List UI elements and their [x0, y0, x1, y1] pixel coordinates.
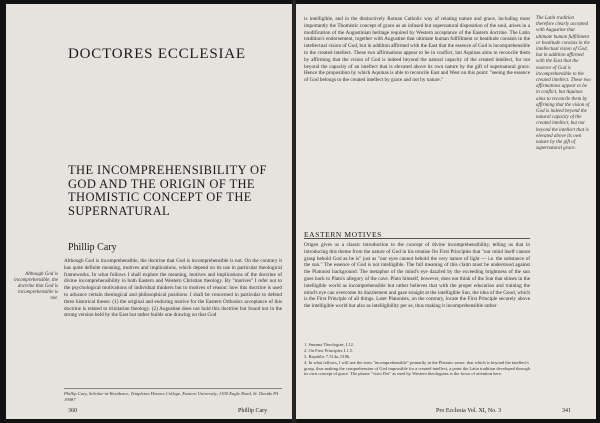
footnote-item: 4. In what follows, I will use the term "incomprehensible" primarily in the Platonic sense: that which is beyond the intellect's grasp, thus making the comprehension of God impossible for a created intellect, a point the Latin tradition developed through its own concept of grace. The phrase "visio Dei" as used by Western theologians is the focus of attention here. [304, 360, 530, 377]
section-divider [304, 238, 530, 239]
page-number: 341 [562, 408, 571, 414]
footnote-item: 2. On First Principles I.1.5. [304, 348, 353, 354]
journal-title: DOCTORES ECCLESIAE [68, 46, 246, 62]
author-footnote: Phillip Cary, Scholar-in-Residence, Templeton Honors College, Eastern University, 1300 Eagle Road, St. Davids PA 19087 [64, 388, 282, 402]
running-head: Phillip Cary [238, 408, 268, 414]
body-text: Although God is incomprehensible, the doctrine that God is incomprehensible is not. On the contrary it has quite definite meaning, motives and implications, which depend on its use in particular theological frameworks. In what follows I shall explore the meaning, motives and implications of the doctrine of divine incomprehensibility in both Eastern and Western Christian theology. By "motives" I refer not to the psychological motivations of individual thinkers but to motives of reason: how this doctrine is used to advance certain theological and philosophical positions. I shall be concerned in particular to defend three historical theses: (1) the original and enduring motive for the Eastern Orthodox acceptance of this doctrine is related to trinitarian theology. (2) Augustine does not hold this doctrine but found not in the strong version held by the East but rather builds one drawing on that God [64, 258, 282, 319]
footnotes [304, 342, 530, 408]
section-heading: EASTERN MOTIVES [304, 230, 382, 239]
author-name: Phillip Cary [68, 242, 117, 253]
body-text-mid: Origen gives us a classic introduction to the concept of divine incomprehensibility, telling us that in introducing this theme from the nature of God in his treatise On First Principles that "our mind itself cannot grasp behold God as he is" just as "our eyes cannot behold the very nature of light — i.e. the substance of the sun." The essence of God is not intelligible. The full meaning of this claim must be understood against the Platonist background. The metaphor of the mind's eye dazzled by the exceeding brightness of the sun goes back to Plato's allegory of the cave. Plato himself, however, does not think of the Sun that shines in the intelligible world as incomprehensible but rather believes that with the proper education and training the mind's eye can overcome its dazzlement and gaze straight at the intelligible Sun, the idea of the Good, which is the First Principle of all things. Later Platonists, on the contrary, locate the First Principle securely above the intelligible world but also as intelligibility per se, thus making it incomprehensible rather [304, 242, 530, 310]
right-page [296, 4, 596, 419]
footnote-item: 1. Summa Theologiae, I.12. [304, 342, 355, 347]
margin-note: Although God is incomprehensible, the doctrine that God is incomprehensible is not. [14, 272, 58, 301]
left-page [6, 4, 292, 419]
running-head: Pro Ecclesia Vol. XI, No. 3 [436, 408, 502, 414]
article-title: THE INCOMPREHENSIBILITY OF GOD AND THE ORIGIN OF THE THOMISTIC CONCEPT OF THE SUPERNATURAL [68, 163, 267, 218]
body-text-top: is intelligible, and in the distinctively Roman Catholic way of relating nature and grace, including most importantly the Thomistic concept of grace as an infused but supernatural disposition of the soul, arises in a modification of the Augustinian heritage required by Western acceptance of the Eastern doctrine. The Latin tradition's endorsement, together with Augustine that ultimate human fulfillment or beatitude consists in the intellectual vision of God, but in addition affirmed with the East that the essence of God is incomprehensible to the created intellect. These two affirmations appear to be in conflict, but Aquinas aims to reconcile them by affirming that the vision of God is indeed beyond the natural capacity of the created intellect, for not beyond the capacity of an intellect that is elevated above its own nature by the gift of supernatural grace. Hence the proposition by which Aquinas is able to reconcile East and West on this point: "seeing the essence of God belongs to the created intellect by grace and not by nature." [304, 16, 530, 84]
page-number: 360 [68, 408, 77, 414]
footnote-item: 3. Republic 7.514a–518b. [304, 354, 351, 360]
margin-note: The Latin tradition therefore clearly accepted with Augustine that ultimate human fulfillment or beatitude consists in the intellectual vision of God, but in addition affirmed with the East that the essence of God is incomprehensible to the created intellect. These two affirmations appear to be in conflict, but Aquinas aims to reconcile them by affirming that the vision of God is indeed beyond the natural capacity of the created intellect, but not beyond the intellect that is elevated above its own nature by the gift of supernatural grace. [536, 16, 591, 152]
